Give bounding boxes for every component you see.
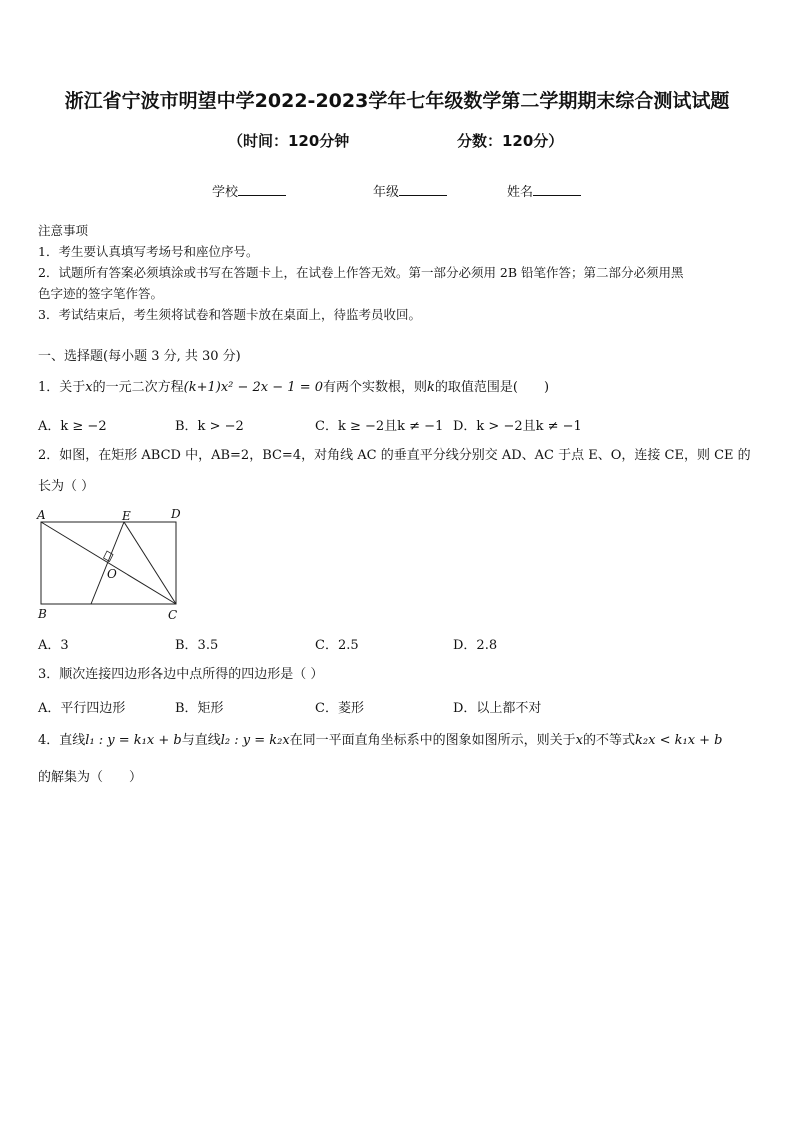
label-c: C — [168, 608, 178, 622]
notice-block — [38, 220, 756, 325]
q3-option-d: D．以上都不对 — [453, 701, 542, 716]
question-2-stem-line2: 长为（ ） — [38, 479, 95, 494]
q3-option-b: B．矩形 — [175, 701, 224, 716]
question-3-stem: 3．顺次连接四边形各边中点所得的四边形是（ ） — [38, 667, 324, 682]
name-label: 姓名 — [507, 185, 534, 200]
section-heading: 一、选择题(每小题 3 分, 共 30 分) — [38, 349, 241, 364]
notice-item: 3．考试结束后，考生须将试卷和答题卡放在桌面上，待监考员收回。 — [38, 307, 421, 322]
q2-option-c: C．2.5 — [315, 638, 359, 653]
q2-option-d: D．2.8 — [453, 638, 498, 653]
q4-text: 的不等式 — [583, 733, 636, 748]
q1-text: 1．关于 — [38, 380, 86, 395]
rectangle-figure — [30, 503, 190, 623]
q4-line-l1: l₁ : y = k₁x + b — [85, 733, 182, 748]
q1-var-x: x — [85, 380, 93, 395]
q1-var-k: k — [427, 380, 435, 395]
notice-item: 1．考生要认真填写考场号和座位序号。 — [38, 244, 259, 259]
question-4-stem — [38, 731, 723, 751]
q4-line-l2: l₂ : y = k₂x — [220, 733, 290, 748]
label-e: E — [122, 509, 131, 523]
exam-title: 浙江省宁波市明望中学2022-2023学年七年级数学第二学期期末综合测试试题 — [64, 90, 730, 112]
q1-equation: (k+1)x² − 2x − 1 = 0 — [183, 380, 323, 395]
q1-option-a: A．k ≥ −2 — [38, 419, 107, 434]
name-field — [507, 181, 581, 200]
question-1-stem — [38, 378, 549, 398]
q2-option-a: A．3 — [38, 638, 69, 653]
q2-option-b: B．3.5 — [175, 638, 219, 653]
segment-ce — [124, 522, 176, 604]
name-blank — [533, 183, 581, 196]
notice-item: 色字迹的签字笔作答。 — [38, 286, 164, 301]
exam-score: 分数：120分） — [457, 132, 564, 150]
q1-text: 的取值范围是( ) — [434, 380, 550, 395]
q1-option-c: C．k ≥ −2且k ≠ −1 — [315, 419, 444, 434]
grade-blank — [399, 183, 447, 196]
q1-option-b: B．k > −2 — [175, 419, 244, 434]
q1-text: 有两个实数根，则 — [322, 380, 427, 395]
label-b: B — [38, 607, 47, 621]
label-d: D — [171, 507, 181, 521]
q4-text: 在同一平面直角坐标系中的图象如图所示，则关于 — [289, 733, 576, 748]
question-4-line2: 的解集为（ ） — [38, 770, 143, 785]
label-a: A — [37, 508, 46, 522]
q3-option-a: A．平行四边形 — [38, 701, 126, 716]
question-2-stem-line1: 2．如图，在矩形 ABCD 中，AB=2，BC=4，对角线 AC 的垂直平分线分别交 AD、AC 于点 E、O，连接 CE，则 CE 的 — [38, 448, 751, 463]
notice-heading: 注意事项 — [38, 223, 89, 238]
school-label: 学校 — [212, 185, 239, 200]
grade-field — [373, 181, 447, 200]
q4-var-x: x — [575, 733, 584, 748]
q1-option-d: D．k > −2且k ≠ −1 — [453, 419, 582, 434]
school-field — [212, 181, 286, 200]
q4-inequality: k₂x < k₁x + b — [635, 733, 723, 748]
diagonal-ac — [41, 522, 176, 604]
grade-label: 年级 — [373, 185, 400, 200]
perpendicular-bisector — [91, 522, 124, 604]
school-blank — [238, 183, 286, 196]
notice-item: 2．试题所有答案必须填涂或书写在答题卡上，在试卷上作答无效。第一部分必须用 2B 铅笔作答；第二部分必须用黑 — [38, 265, 684, 280]
exam-time: （时间：120分钟 — [228, 132, 350, 150]
label-o: O — [107, 567, 117, 581]
q4-text: 4．直线 — [38, 733, 86, 748]
q3-option-c: C．菱形 — [315, 701, 364, 716]
q1-text: 的一元二次方程 — [92, 380, 184, 395]
q4-text: 与直线 — [181, 733, 221, 748]
